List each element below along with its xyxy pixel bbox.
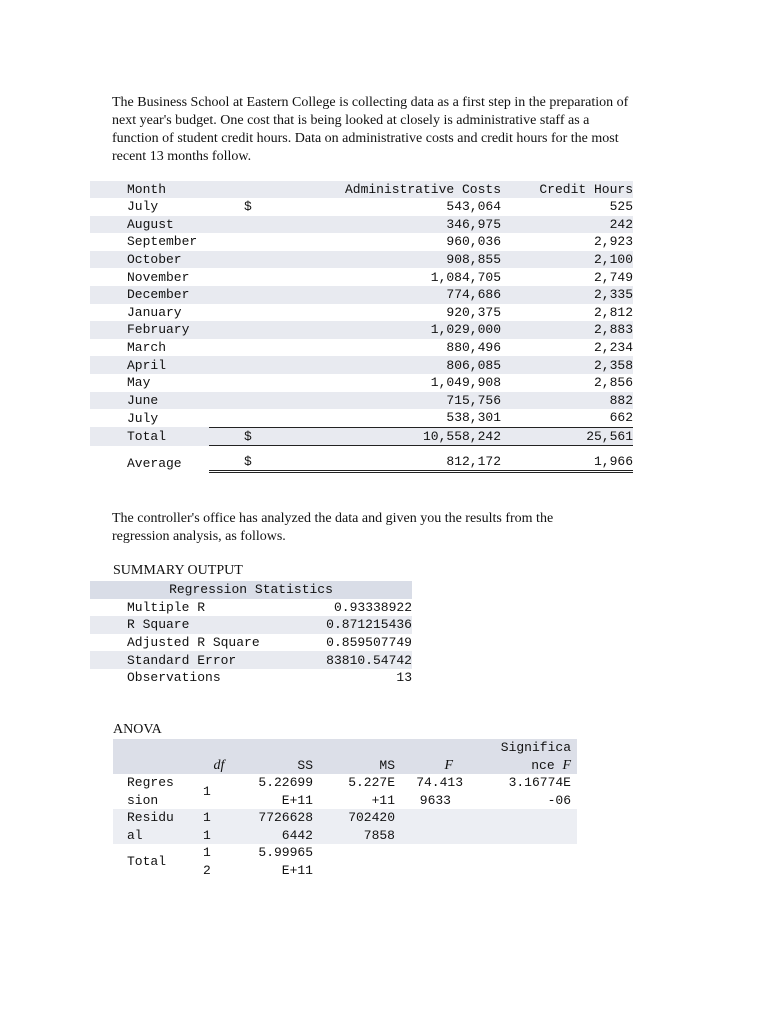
stat-label: Standard Error [127,651,293,669]
cost-cell: 880,496 [446,340,501,356]
f-cell: 9633 [419,792,451,808]
row-label: al [113,827,203,845]
average-hours: 1,966 [501,446,633,472]
currency-symbol: $ [244,199,252,215]
hours-cell: 662 [609,410,633,426]
column-header-month: Month [127,181,209,198]
df-cell: 1 [203,809,235,827]
table-header-row [113,739,577,757]
table-row [90,409,633,427]
total-hours: 25,561 [501,427,633,446]
table-row [90,268,633,286]
ms-cell: 5.227E [348,775,395,790]
df-cell: 1 [203,783,211,799]
average-cost: 812,172 [329,446,501,472]
table-row [90,651,412,669]
analysis-paragraph [112,510,682,546]
regression-statistics-title: Regression Statistics [90,581,412,599]
stat-value: 83810.54742 [293,651,412,669]
month-cell: October [127,251,209,269]
table-row [90,198,633,216]
month-cell: December [127,286,209,304]
df-cell: 1 [203,827,235,845]
intro-line: next year's budget. One cost that is being looked at closely is administrative staff as a [112,113,590,128]
table-row [90,321,633,339]
ss-cell: E+11 [281,862,313,878]
hours-cell: 2,234 [593,340,633,356]
row-label: Total [127,853,167,869]
currency-symbol: $ [209,446,329,472]
cost-cell: 538,301 [446,410,501,426]
column-header-significance-f: F [562,757,571,773]
row-label: Residu [113,809,203,827]
column-header-df: df [213,757,225,773]
intro-line: The Business School at Eastern College is collecting data as a first step in the preparation of [112,95,629,110]
column-header-ms: MS [313,757,395,775]
month-cell: February [127,321,209,339]
month-cell: June [127,392,209,410]
column-header-admin-costs: Administrative Costs [209,181,501,198]
anova-residual-row-cont [113,827,577,845]
hours-cell: 2,749 [593,269,633,285]
table-row [90,392,633,410]
currency-symbol: $ [209,427,329,446]
cost-cell: 1,084,705 [430,269,501,285]
table-header-row [113,757,577,775]
ms-cell: +11 [371,792,395,808]
admin-cost-table [90,181,633,473]
intro-paragraph [112,94,682,166]
hours-cell: 2,358 [501,356,633,374]
cost-cell: 806,085 [329,356,501,374]
cost-cell: 960,036 [446,234,501,250]
stat-value: 0.93338922 [333,599,412,615]
hours-cell: 882 [501,392,633,410]
total-label: Total [127,427,209,446]
table-row [90,634,412,652]
month-cell: July [127,410,159,426]
hours-cell: 525 [609,199,633,215]
table-row [90,216,633,234]
stat-value: 13 [396,670,412,686]
cost-cell: 1,049,908 [430,375,501,391]
hours-cell: 2,856 [593,375,633,391]
column-header-ss: SS [235,757,313,775]
table-row [90,374,633,392]
ms-cell: 702420 [313,809,395,827]
cost-cell: 715,756 [329,392,501,410]
ss-cell: 5.22699 [258,775,313,790]
significance-cell: 3.16774E [508,775,571,790]
significance-cell: -06 [547,792,571,808]
ss-cell: 5.99965 [258,845,313,860]
table-row [90,304,633,322]
intro-line: function of student credit hours. Data on administrative costs and credit hours for the most [112,131,619,146]
anova-regression-row-cont [113,792,577,810]
stat-label: R Square [127,616,293,634]
hours-cell: 2,812 [593,304,633,320]
analysis-line: regression analysis, as follows. [112,529,286,544]
regression-statistics-table [90,581,412,687]
column-header-credit-hours: Credit Hours [501,181,633,198]
total-cost: 10,558,242 [329,427,501,446]
cost-cell: 346,975 [329,216,501,234]
df-cell: 1 [203,845,211,860]
table-row [90,286,633,304]
total-row [90,427,633,446]
ms-cell: 7858 [313,827,395,845]
cost-cell: 920,375 [446,304,501,320]
table-row [90,233,633,251]
ss-cell: 6442 [235,827,313,845]
hours-cell: 2,883 [501,321,633,339]
table-header-row [90,581,412,599]
analysis-line: The controller's office has analyzed the data and given you the results from the [112,511,554,526]
hours-cell: 2,923 [593,234,633,250]
month-cell: April [127,356,209,374]
cost-cell: 908,855 [329,251,501,269]
column-header-f: F [444,757,453,773]
intro-line: recent 13 months follow. [112,149,252,164]
table-row [90,339,633,357]
stat-label: Adjusted R Square [127,635,260,651]
cost-cell: 1,029,000 [329,321,501,339]
month-cell: March [127,340,167,356]
ss-cell: 7726628 [235,809,313,827]
month-cell: November [127,269,190,285]
row-label: sion [127,792,159,808]
table-row [90,599,412,617]
row-label: Regres [127,775,174,790]
anova-total-row [113,844,577,862]
df-cell: 2 [203,862,211,878]
column-header-significance-line1: Significa [463,739,577,757]
hours-cell: 242 [501,216,633,234]
hours-cell: 2,100 [501,251,633,269]
month-cell: May [127,375,151,391]
average-row [90,446,633,472]
anova-heading: ANOVA [113,722,162,737]
summary-output-heading: SUMMARY OUTPUT [113,563,243,578]
table-row [90,251,633,269]
table-row [90,616,412,634]
ss-cell: E+11 [281,792,313,808]
stat-label: Observations [127,670,221,686]
f-cell: 74.413 [416,775,463,790]
table-row [90,356,633,374]
stat-value: 0.871215436 [293,616,412,634]
column-header-significance-line2: nce [531,757,555,773]
stat-label: Multiple R [127,599,206,615]
average-label: Average [127,455,182,471]
month-cell: July [127,199,159,215]
table-header-row [90,181,633,198]
cost-cell: 543,064 [446,199,501,215]
month-cell: August [127,216,209,234]
hours-cell: 2,335 [501,286,633,304]
anova-regression-row [113,774,577,792]
cost-cell: 774,686 [329,286,501,304]
month-cell: September [127,234,198,250]
anova-table [113,739,577,879]
stat-value: 0.859507749 [326,635,412,651]
month-cell: January [127,304,182,320]
table-row [90,669,412,687]
anova-residual-row [113,809,577,827]
